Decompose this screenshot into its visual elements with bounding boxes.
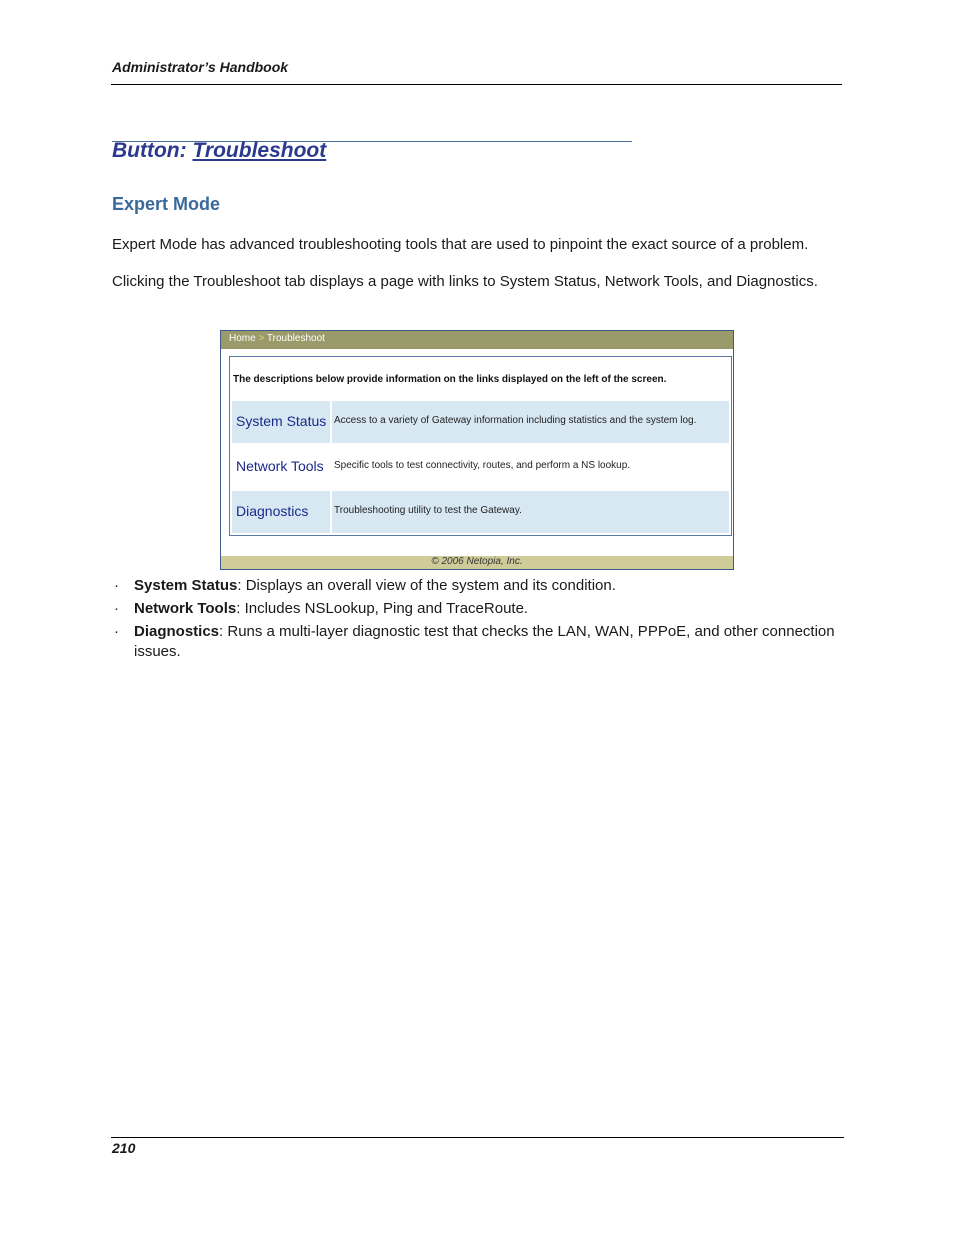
row-description: Specific tools to test connectivity, routes, and perform a NS lookup. (334, 460, 631, 471)
link-network-tools[interactable] (232, 446, 332, 488)
troubleshoot-screenshot (220, 330, 734, 570)
panel-intro: The descriptions below provide information on the links displayed on the left of the screen. (233, 374, 667, 385)
troubleshoot-link[interactable]: Troubleshoot (192, 139, 327, 162)
paragraph-intro: Expert Mode has advanced troubleshooting tools that are used to pinpoint the exact source of a problem. (112, 236, 809, 253)
running-head: Administrator’s Handbook (112, 59, 289, 75)
bullet-term: Network Tools (134, 600, 237, 617)
feature-list (112, 576, 842, 665)
bullet-icon: · (114, 600, 119, 617)
list-item (112, 622, 842, 662)
list-item (112, 576, 842, 596)
section-title (112, 139, 326, 163)
page-number: 210 (112, 1140, 136, 1156)
paragraph-tab: Clicking the Troubleshoot tab displays a page with links to System Status, Network Tools, and Diagnostics. (112, 273, 818, 290)
breadcrumb-current: Troubleshoot (266, 333, 325, 344)
row-diagnostics (232, 491, 729, 533)
section-title-prefix: Button: (112, 139, 193, 162)
bullet-term: Diagnostics (134, 623, 220, 640)
row-description: Access to a variety of Gateway information including statistics and the system log. (334, 415, 697, 426)
footer-rule (111, 1137, 844, 1138)
bullet-text: : Includes NSLookup, Ping and TraceRoute. (236, 600, 529, 617)
row-description: Troubleshooting utility to test the Gateway. (334, 505, 522, 516)
bullet-text: : Runs a multi-layer diagnostic test that checks the LAN, WAN, PPPoE, and other connection issues. (134, 623, 835, 660)
copyright-bar (221, 556, 733, 569)
bullet-text: : Displays an overall view of the system and its condition. (237, 577, 616, 594)
link-diagnostics[interactable] (232, 491, 332, 533)
bullet-term: System Status (134, 577, 238, 594)
link-label: Diagnostics (236, 503, 309, 519)
breadcrumb-separator: > (258, 333, 265, 344)
descriptions-panel (229, 356, 732, 536)
link-system-status[interactable] (232, 401, 332, 443)
copyright-text: © 2006 Netopia, Inc. (431, 556, 523, 567)
row-system-status (232, 401, 729, 443)
bullet-icon: · (114, 577, 119, 594)
breadcrumb (229, 333, 325, 344)
header-rule (111, 84, 842, 85)
row-network-tools (232, 446, 729, 488)
breadcrumb-home[interactable]: Home (229, 333, 256, 344)
link-label: Network Tools (236, 458, 324, 474)
subhead-expert-mode: Expert Mode (112, 194, 221, 214)
link-label: System Status (236, 413, 327, 429)
list-item (112, 599, 842, 619)
bullet-icon: · (114, 623, 119, 640)
breadcrumb-bar (221, 331, 733, 349)
